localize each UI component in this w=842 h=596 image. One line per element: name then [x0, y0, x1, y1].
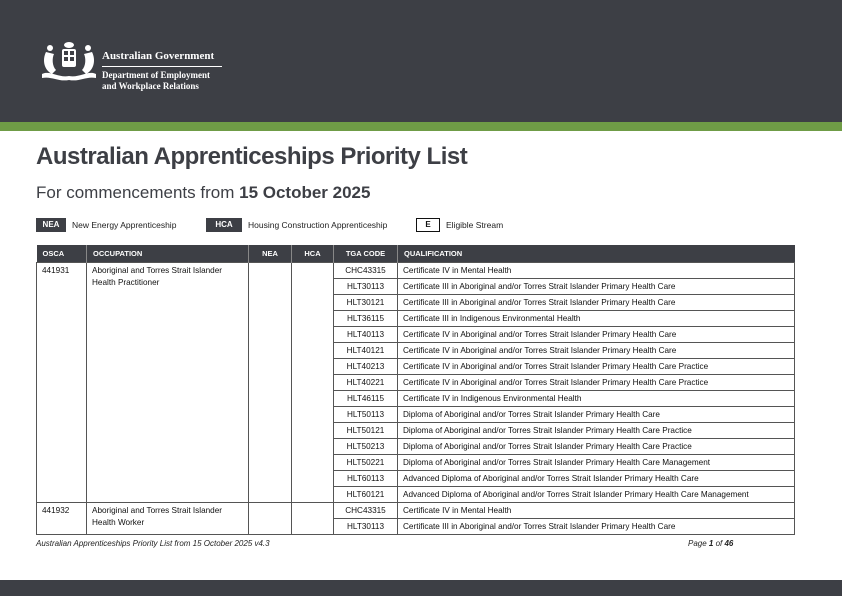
tga-code-cell: HLT60113: [334, 471, 398, 487]
qualification-cell: Diploma of Aboriginal and/or Torres Strait Islander Primary Health Care: [398, 407, 795, 423]
page-header: [0, 0, 842, 122]
col-header-occupation: OCCUPATION: [87, 245, 249, 263]
qualification-cell: Advanced Diploma of Aboriginal and/or Torres Strait Islander Primary Health Care: [398, 471, 795, 487]
qualification-cell: Diploma of Aboriginal and/or Torres Strait Islander Primary Health Care Management: [398, 455, 795, 471]
tga-code-cell: HLT30113: [334, 519, 398, 535]
subtitle-prefix: For commencements from: [36, 183, 240, 202]
qualification-cell: Certificate III in Aboriginal and/or Torres Strait Islander Primary Health Care: [398, 295, 795, 311]
footer-document-title: Australian Apprenticeships Priority List from 15 October 2025 v4.3: [36, 539, 270, 548]
qualification-cell: Advanced Diploma of Aboriginal and/or Torres Strait Islander Primary Health Care Management: [398, 487, 795, 503]
tga-code-cell: HLT46115: [334, 391, 398, 407]
hca-cell: [292, 503, 334, 535]
accent-bar: [0, 122, 842, 131]
tga-code-cell: HLT40221: [334, 375, 398, 391]
logo-divider: [102, 66, 222, 67]
tga-code-cell: HLT50221: [334, 455, 398, 471]
tga-code-cell: HLT36115: [334, 311, 398, 327]
table-row: [37, 263, 795, 279]
tga-code-cell: HLT40213: [334, 359, 398, 375]
legend-label: Eligible Stream: [446, 220, 504, 230]
legend-label: Housing Construction Apprenticeship: [248, 220, 388, 230]
osca-cell: 441931: [37, 263, 87, 503]
table-body: [37, 263, 795, 535]
coat-of-arms-icon: [40, 40, 98, 84]
commencement-date: 15 October 2025: [239, 183, 371, 202]
tga-code-cell: CHC43315: [334, 503, 398, 519]
hca-badge: HCA: [206, 218, 242, 232]
footer-bar: [0, 580, 842, 596]
tga-code-cell: HLT40121: [334, 343, 398, 359]
col-header-osca: OSCA: [37, 245, 87, 263]
qualification-cell: Certificate III in Aboriginal and/or Torres Strait Islander Primary Health Care: [398, 519, 795, 535]
nea-badge: NEA: [36, 218, 66, 232]
legend-hca: [206, 217, 387, 233]
legend-nea: [36, 217, 176, 233]
page-subtitle: [36, 183, 370, 203]
government-name: Australian Government: [102, 50, 215, 62]
tga-code-cell: HLT50213: [334, 439, 398, 455]
col-header-qualification: QUALIFICATION: [398, 245, 795, 263]
of-label: of: [713, 539, 725, 548]
qualification-cell: Certificate III in Indigenous Environmental Health: [398, 311, 795, 327]
legend-eligible: [416, 217, 503, 233]
occupation-cell: Aboriginal and Torres Strait Islander Health Practitioner: [87, 263, 249, 503]
tga-code-cell: HLT50121: [334, 423, 398, 439]
legend-label: New Energy Apprenticeship: [72, 220, 177, 230]
government-logo: [40, 40, 230, 90]
col-header-hca: HCA: [292, 245, 334, 263]
qualification-cell: Certificate IV in Aboriginal and/or Torres Strait Islander Primary Health Care: [398, 343, 795, 359]
tga-code-cell: HLT40113: [334, 327, 398, 343]
hca-cell: [292, 263, 334, 503]
page-number: [688, 539, 733, 548]
tga-code-cell: HLT50113: [334, 407, 398, 423]
department-name-line2: and Workplace Relations: [102, 81, 199, 91]
tga-code-cell: CHC43315: [334, 263, 398, 279]
osca-cell: 441932: [37, 503, 87, 535]
total-pages: 46: [724, 539, 734, 548]
tga-code-cell: HLT60121: [334, 487, 398, 503]
nea-cell: [249, 503, 292, 535]
nea-cell: [249, 263, 292, 503]
priority-list-table: [36, 245, 795, 535]
table-header-row: [37, 245, 795, 263]
qualification-cell: Certificate IV in Aboriginal and/or Torres Strait Islander Primary Health Care Practice: [398, 375, 795, 391]
qualification-cell: Certificate IV in Indigenous Environmental Health: [398, 391, 795, 407]
tga-code-cell: HLT30121: [334, 295, 398, 311]
table-row: [37, 503, 795, 519]
occupation-cell: Aboriginal and Torres Strait Islander Health Worker: [87, 503, 249, 535]
qualification-cell: Certificate IV in Mental Health: [398, 263, 795, 279]
tga-code-cell: HLT30113: [334, 279, 398, 295]
qualification-cell: Diploma of Aboriginal and/or Torres Strait Islander Primary Health Care Practice: [398, 423, 795, 439]
qualification-cell: Diploma of Aboriginal and/or Torres Strait Islander Primary Health Care Practice: [398, 439, 795, 455]
col-header-nea: NEA: [249, 245, 292, 263]
department-name-line1: Department of Employment: [102, 70, 210, 80]
qualification-cell: Certificate IV in Mental Health: [398, 503, 795, 519]
eligible-badge: E: [416, 218, 440, 232]
page-title: Australian Apprenticeships Priority List: [36, 143, 468, 170]
qualification-cell: Certificate IV in Aboriginal and/or Torres Strait Islander Primary Health Care: [398, 327, 795, 343]
qualification-cell: Certificate IV in Aboriginal and/or Torres Strait Islander Primary Health Care Practice: [398, 359, 795, 375]
qualification-cell: Certificate III in Aboriginal and/or Torres Strait Islander Primary Health Care: [398, 279, 795, 295]
col-header-tga-code: TGA CODE: [334, 245, 398, 263]
page-label: Page: [688, 539, 709, 548]
current-page: 1: [708, 539, 714, 548]
